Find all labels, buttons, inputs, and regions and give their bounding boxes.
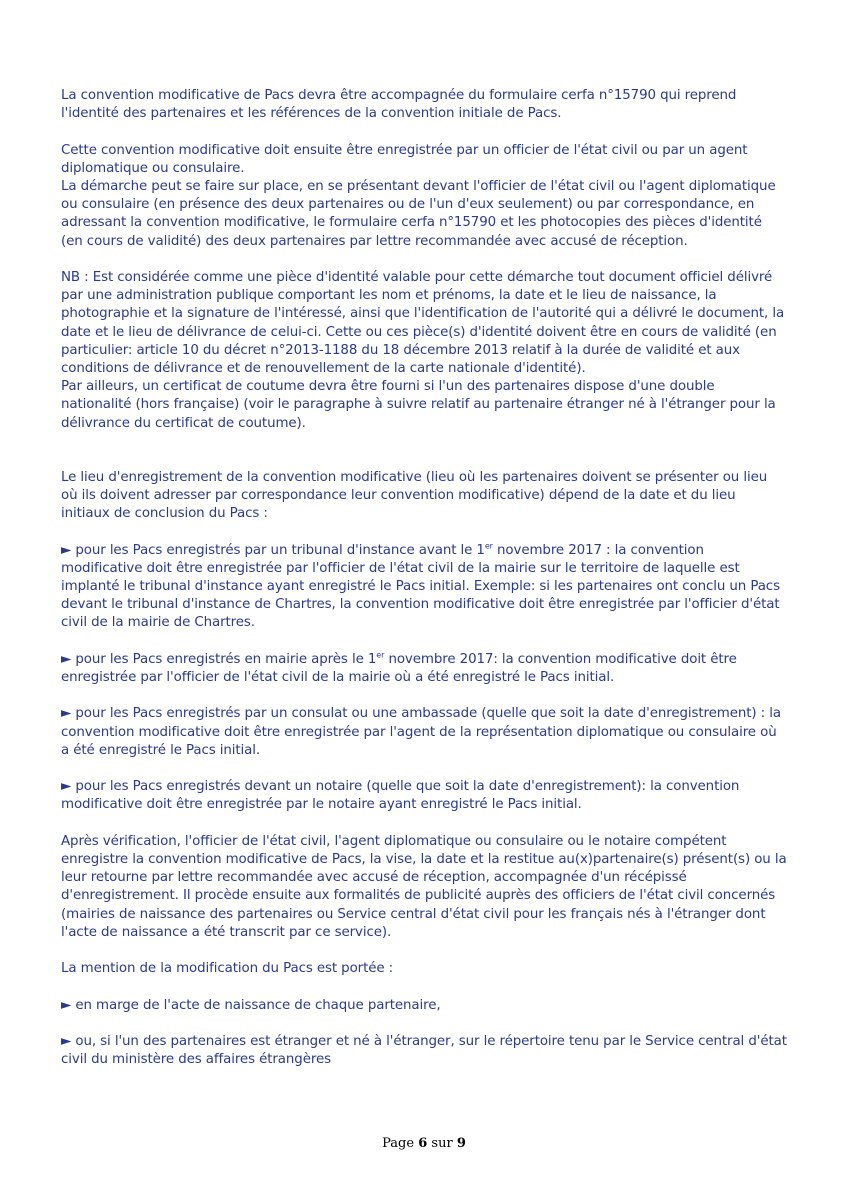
paragraph-mention: La mention de la modification du Pacs est portée : — [61, 961, 394, 977]
page-of-label: sur — [431, 1136, 453, 1151]
arrow-bullet-icon: ► — [61, 651, 72, 667]
bullet-mairie-text-end: novembre 2017: la convention modificative doit être enregistrée par l'officier de l'état civil de la mairie où a été enregistré le Pacs initial. — [61, 651, 737, 686]
bullet-tribunal-superscript: er — [484, 541, 493, 551]
arrow-bullet-icon: ► — [61, 706, 72, 722]
bullet-notaire-text: pour les Pacs enregistrés devant un notaire (quelle que soit la date d'enregistrement): la convention modificative doit être enregistrée par le notaire ayant enregistré le Pacs initial. — [61, 779, 740, 813]
bullet-tribunal-text-start: pour les Pacs enregistrés par un tribunal d'instance avant le 1 — [75, 542, 485, 558]
bullet-tribunal-text-end: novembre 2017 : la convention modificative doit être enregistrée par l'officier de l'état civil de la mairie sur le territoire de laquelle est implanté le tribunal d'instance ayant enregistré le Pacs initial. Exemple: si les partenaires ont conclu un Pacs devant le tribunal d'instance de Chartres, la convention modificative doit être enregistrée par l'officier d'état civil de la mairie de Chartres. — [61, 542, 780, 631]
paragraph-cerfa: La convention modificative de Pacs devra être accompagnée du formulaire cerfa n°15790 qui reprend l'identité des partenaires et les références de la convention initiale de Pacs. — [61, 88, 737, 122]
paragraph-procedure: La démarche peut se faire sur place, en se présentant devant l'officier de l'état civil ou l'agent diplomatique ou consulaire (en présence des deux partenaires ou de l'un d'eux seulement) ou par correspondance, en adressant la convention modificative, le formulaire cerfa n°15790 et les photocopies des pièces d'identité (en cours de validité) des deux partenaires par lettre recommandée avec accusé de réception. — [61, 179, 776, 249]
arrow-bullet-icon: ► — [61, 542, 72, 558]
paragraph-registration-place: Le lieu d'enregistrement de la convention modificative (lieu où les partenaires doivent se présenter ou lieu où ils doivent adresser par correspondance leur convention modificative) dépend de la date et du lieu initiaux de conclusion du Pacs : — [61, 469, 768, 522]
bullet-mairie — [61, 651, 787, 687]
page-total: 9 — [456, 1136, 466, 1151]
bullet-notaire — [61, 778, 787, 814]
bullet-mairie-text-start: pour les Pacs enregistrés en mairie après le 1 — [75, 651, 377, 667]
paragraph-registration-officer: Cette convention modificative doit ensuite être enregistrée par un officier de l'état civil ou par un agent diplomatique ou consulaire. — [61, 142, 748, 176]
bullet-mairie-superscript: er — [376, 650, 385, 660]
bullet-consulat — [61, 705, 787, 760]
arrow-bullet-icon: ► — [61, 997, 72, 1013]
bullet-foreign-register — [61, 1033, 787, 1069]
page-label: Page — [382, 1136, 415, 1151]
paragraph-identity-note: NB : Est considérée comme une pièce d'identité valable pour cette démarche tout document officiel délivré par une administration publique comportant les nom et prénoms, la date et le lieu de naissance, la photographie et la signature de l'intéressé, ainsi que l'identification de l'autorité qui a délivré le document, la date et le lieu de délivrance de celui-ci. Cette ou ces pièce(s) d'identité doivent être en cours de validité (en particulier: article 10 du décret n°2013-1188 du 18 décembre 2013 relatif à la durée de validité et aux conditions de délivrance et de renouvellement de la carte nationale d'identité). — [61, 270, 785, 377]
bullet-birth-record-text: en marge de l'acte de naissance de chaque partenaire, — [75, 997, 441, 1013]
page-footer — [0, 1136, 848, 1151]
bullet-birth-record — [61, 997, 787, 1015]
bullet-tribunal — [61, 542, 787, 633]
bullet-foreign-register-text: ou, si l'un des partenaires est étranger et né à l'étranger, sur le répertoire tenu par le Service central d'état civil du ministère des affaires étrangères — [61, 1034, 787, 1068]
document-body — [61, 87, 787, 1069]
page-number: 6 — [418, 1136, 428, 1151]
paragraph-custom-certificate: Par ailleurs, un certificat de coutume devra être fourni si l'un des partenaires dispose d'une double nationalité (hors française) (voir le paragraphe à suivre relatif au partenaire étranger né à l'étranger pour la délivrance du certificat de coutume). — [61, 379, 776, 431]
paragraph-verification: Après vérification, l'officier de l'état civil, l'agent diplomatique ou consulaire ou le notaire compétent enregistre la convention modificative de Pacs, la vise, la date et la restitue au(x)partenaire(s) présent(s) ou la leur retourne par lettre recommandée avec accusé de réception, accompagnée d'un récépissé d'enregistrement. Il procède ensuite aux formalités de publicité auprès des officiers de l'état civil concernés (mairies de naissance des partenaires ou Service central d'état civil pour les français nés à l'étranger dont l'acte de naissance a été transcrit par ce service). — [61, 833, 787, 940]
arrow-bullet-icon: ► — [61, 1034, 72, 1049]
arrow-bullet-icon: ► — [61, 779, 72, 795]
bullet-consulat-text: pour les Pacs enregistrés par un consulat ou une ambassade (quelle que soit la date d'enregistrement) : la convention modificative doit être enregistrée par l'agent de la représentation diplomatique ou consulaire où a été enregistré le Pacs initial. — [61, 706, 781, 758]
